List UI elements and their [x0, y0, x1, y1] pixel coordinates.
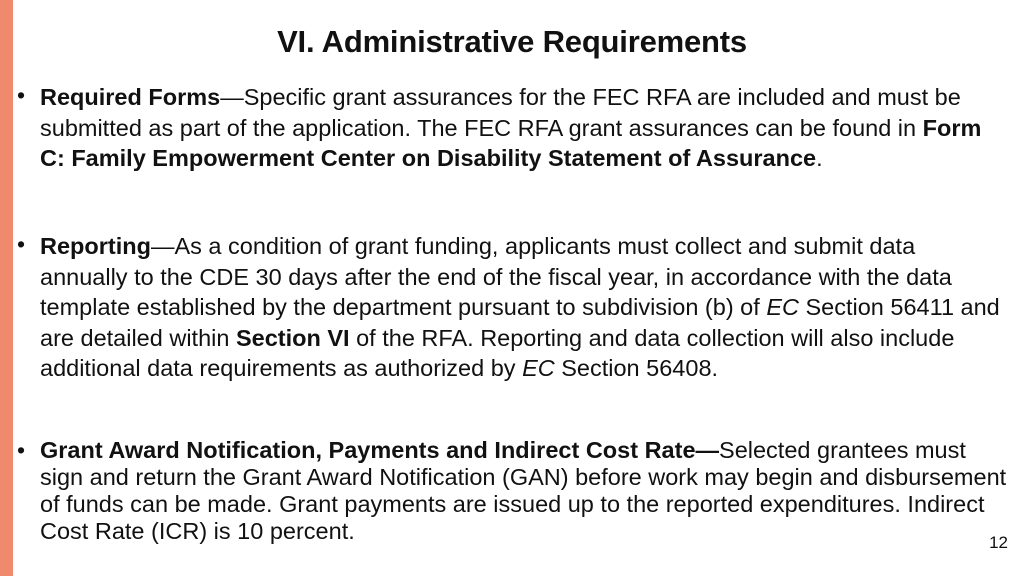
- bullet-body: Section 56411 and are detailed within: [40, 294, 1000, 351]
- page-number: 12: [989, 533, 1008, 552]
- bullet-body: As a condition of grant funding, applicants must collect and submit data annually to the CDE 30 days after the end of the fiscal year, in accordance with the data template established by the department pursuant to subdivision (b) of: [40, 233, 952, 320]
- bullet-body: Section 56408.: [554, 355, 719, 381]
- ec-abbreviation: EC: [766, 294, 799, 320]
- bullet-heading: Reporting: [40, 233, 151, 259]
- section-reference: Section VI: [235, 324, 350, 351]
- bullet-heading: Required Forms: [40, 84, 221, 110]
- form-name: Form C: Family Empowerment Center on Disability Statement of Assurance: [40, 114, 982, 171]
- bullet-body: Specific grant assurances for the FEC RFA are included and must be submitted as part of the application. The FEC RFA grant assurances can be found in: [40, 84, 961, 141]
- bullet-text: [40, 82, 1008, 174]
- bullet-body: Selected grantees must sign and return the Grant Award Notification (GAN) before work may begin and disbursement of funds can be made. Grant payments are issued up to the reported expenditures. Indirect Cost Rate (ICR) is 10 percent.: [40, 437, 1007, 544]
- bullet-body-end: .: [816, 145, 823, 171]
- bullet-marker: •: [17, 82, 26, 108]
- bullet-body: of the RFA. Reporting and data collection will also include additional data requirements as authorized by: [40, 324, 955, 381]
- em-dash: —: [150, 233, 175, 259]
- bullet-marker: •: [17, 231, 26, 257]
- bullet-text: [40, 231, 1008, 384]
- em-dash: —: [220, 84, 244, 110]
- bullet-marker: •: [17, 437, 26, 463]
- ec-abbreviation: EC: [522, 355, 555, 381]
- bullet-heading: Grant Award Notification, Payments and Indirect Cost Rate—: [40, 437, 720, 463]
- bullet-text: [40, 437, 1008, 545]
- slide-title: VI. Administrative Requirements: [277, 24, 747, 59]
- accent-bar: [0, 0, 13, 576]
